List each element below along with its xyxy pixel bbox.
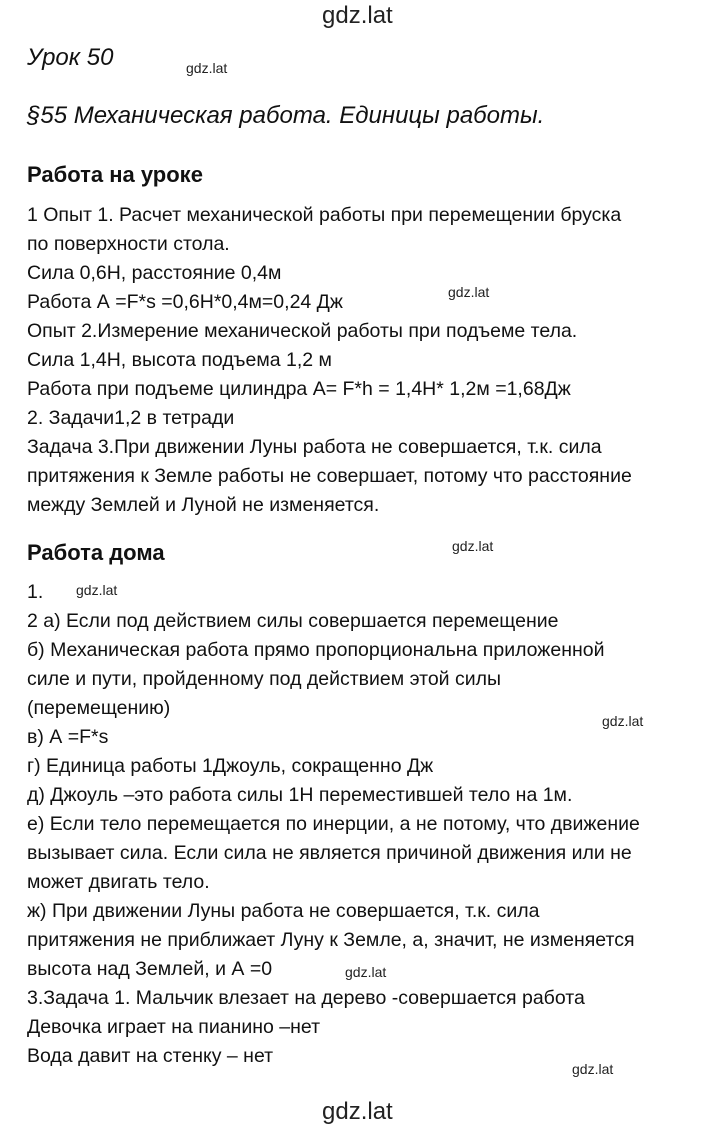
text-line: может двигать тело. xyxy=(27,871,210,893)
home-work-text xyxy=(27,578,717,1071)
text-line: д) Джоуль –это работа силы 1Н переместившей тело на 1м. xyxy=(27,784,573,806)
class-work-text xyxy=(27,201,717,520)
text-line: 3.Задача 1. Мальчик влезает на дерево -совершается работа xyxy=(27,987,585,1009)
text-line: 2. Задачи1,2 в тетради xyxy=(27,407,235,429)
lesson-number: Урок 50 xyxy=(27,44,114,71)
text-line: 1 Опыт 1. Расчет механической работы при перемещении бруска xyxy=(27,204,622,226)
text-line: Работа при подъеме цилиндра А= F*h = 1,4Н* 1,2м =1,68Дж xyxy=(27,378,571,400)
watermark: gdz.lat xyxy=(448,284,490,300)
text-line: Задача 3.При движении Луны работа не совершается, т.к. сила xyxy=(27,436,602,458)
text-line: Сила 0,6Н, расстояние 0,4м xyxy=(27,262,282,284)
text-line: ж) При движении Луны работа не совершается, т.к. сила xyxy=(27,900,540,922)
text-line: г) Единица работы 1Джоуль, сокращенно Дж xyxy=(27,755,434,777)
text-line: б) Механическая работа прямо пропорциональна приложенной xyxy=(27,639,605,661)
text-line: вызывает сила. Если сила не является причиной движения или не xyxy=(27,842,632,864)
text-line: Работа А =F*s =0,6Н*0,4м=0,24 Дж xyxy=(27,291,343,313)
watermark: gdz.lat xyxy=(602,713,644,729)
page-title: §55 Механическая работа. Единицы работы. xyxy=(27,102,545,129)
watermark: gdz.lat xyxy=(345,964,387,980)
text-line: (перемещению) xyxy=(27,697,171,719)
watermark-bottom: gdz.lat xyxy=(322,1098,393,1125)
section-heading-class-work: Работа на уроке xyxy=(27,162,203,187)
text-line: е) Если тело перемещается по инерции, а не потому, что движение xyxy=(27,813,640,835)
watermark: gdz.lat xyxy=(186,60,228,76)
watermark: gdz.lat xyxy=(452,538,494,554)
text-line: между Землей и Луной не изменяется. xyxy=(27,494,380,516)
text-line: притяжения не приближает Луну к Земле, а, значит, не изменяется xyxy=(27,929,635,951)
text-line: 2 а) Если под действием силы совершается перемещение xyxy=(27,610,559,632)
watermark: gdz.lat xyxy=(76,582,118,598)
text-line: притяжения к Земле работы не совершает, потому что расстояние xyxy=(27,465,632,487)
watermark-top: gdz.lat xyxy=(322,2,393,29)
text-line: Сила 1,4Н, высота подъема 1,2 м xyxy=(27,349,332,371)
text-line: Девочка играет на пианино –нет xyxy=(27,1016,320,1038)
text-line: 1. xyxy=(27,581,44,603)
text-line: силе и пути, пройденному под действием этой силы xyxy=(27,668,502,690)
watermark: gdz.lat xyxy=(572,1061,614,1077)
text-line: по поверхности стола. xyxy=(27,233,230,255)
text-line: Опыт 2.Измерение механической работы при подъеме тела. xyxy=(27,320,578,342)
text-line: Вода давит на стенку – нет xyxy=(27,1045,274,1067)
section-heading-home-work: Работа дома xyxy=(27,540,165,565)
text-line: высота над Землей, и А =0 xyxy=(27,958,273,980)
text-line: в) А =F*s xyxy=(27,726,109,748)
